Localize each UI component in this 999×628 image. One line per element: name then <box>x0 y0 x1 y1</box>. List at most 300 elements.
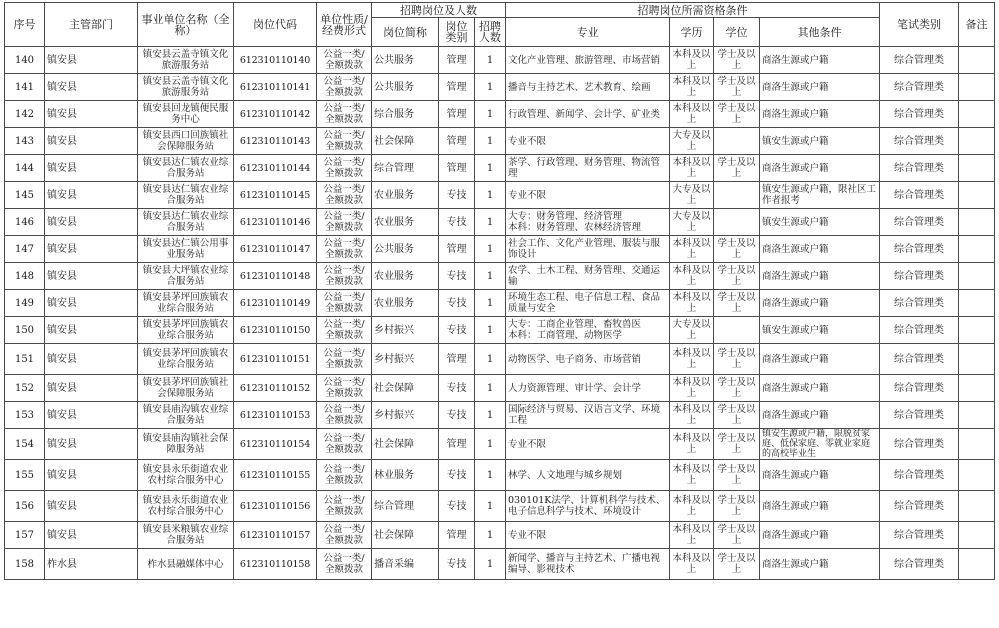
cell-exam: 综合管理类 <box>880 375 959 402</box>
cell-post-type: 专技 <box>439 182 475 209</box>
cell-code: 612310110155 <box>234 460 317 491</box>
cell-post-type: 管理 <box>439 101 475 128</box>
cell-major: 030101K法学、计算机科学与技术、电子信息科学与技术、环境设计 <box>506 491 670 522</box>
cell-count: 1 <box>475 128 506 155</box>
cell-remark <box>959 155 995 182</box>
cell-nature: 公益一类/全额拨款 <box>317 491 372 522</box>
table-row <box>5 155 995 182</box>
cell-post-name: 乡村振兴 <box>372 344 439 375</box>
cell-major: 茶学、行政管理、财务管理、物流管理 <box>506 155 670 182</box>
cell-code: 612310110156 <box>234 491 317 522</box>
cell-dept: 镇安县 <box>45 263 138 290</box>
cell-edu: 本科及以上 <box>670 429 714 460</box>
cell-code: 612310110144 <box>234 155 317 182</box>
cell-exam: 综合管理类 <box>880 429 959 460</box>
cell-nature: 公益一类/全额拨款 <box>317 236 372 263</box>
cell-unit: 镇安县茅坪回族镇社会保障服务站 <box>138 375 234 402</box>
cell-dept: 镇安县 <box>45 290 138 317</box>
cell-code: 612310110142 <box>234 101 317 128</box>
cell-remark <box>959 290 995 317</box>
cell-degree: 学士及以上 <box>714 429 760 460</box>
cell-post-name: 播音采编 <box>372 549 439 580</box>
header-remark: 备注 <box>959 3 995 47</box>
table-row <box>5 74 995 101</box>
cell-post-name: 乡村振兴 <box>372 402 439 429</box>
header-unit: 事业单位名称（全称） <box>138 3 234 47</box>
cell-exam: 综合管理类 <box>880 182 959 209</box>
header-post-name: 岗位简称 <box>372 18 439 47</box>
cell-dept: 镇安县 <box>45 402 138 429</box>
cell-nature: 公益一类/全额拨款 <box>317 549 372 580</box>
cell-post-name: 林业服务 <box>372 460 439 491</box>
cell-dept: 镇安县 <box>45 460 138 491</box>
cell-nature: 公益一类/全额拨款 <box>317 375 372 402</box>
cell-seq: 155 <box>5 460 45 491</box>
cell-dept: 镇安县 <box>45 236 138 263</box>
cell-edu: 本科及以上 <box>670 47 714 74</box>
cell-other: 镇安生源或户籍，限社区工作者报考 <box>760 182 880 209</box>
table-row <box>5 290 995 317</box>
cell-count: 1 <box>475 263 506 290</box>
table-row <box>5 344 995 375</box>
cell-degree: 学士及以上 <box>714 101 760 128</box>
cell-seq: 143 <box>5 128 45 155</box>
cell-nature: 公益一类/全额拨款 <box>317 128 372 155</box>
cell-post-type: 管理 <box>439 236 475 263</box>
cell-nature: 公益一类/全额拨款 <box>317 101 372 128</box>
cell-post-name: 乡村振兴 <box>372 317 439 344</box>
cell-seq: 149 <box>5 290 45 317</box>
cell-other: 商洛生源或户籍 <box>760 344 880 375</box>
cell-code: 612310110148 <box>234 263 317 290</box>
table-row <box>5 182 995 209</box>
cell-nature: 公益一类/全额拨款 <box>317 182 372 209</box>
cell-seq: 151 <box>5 344 45 375</box>
cell-post-type: 专技 <box>439 209 475 236</box>
cell-count: 1 <box>475 375 506 402</box>
cell-post-name: 农业服务 <box>372 290 439 317</box>
cell-dept: 镇安县 <box>45 182 138 209</box>
cell-unit: 镇安县云盖寺镇文化旅游服务站 <box>138 47 234 74</box>
table-row <box>5 236 995 263</box>
cell-degree: 学士及以上 <box>714 236 760 263</box>
header-other: 其他条件 <box>760 18 880 47</box>
cell-count: 1 <box>475 101 506 128</box>
recruitment-table <box>4 2 995 580</box>
cell-seq: 140 <box>5 47 45 74</box>
table-row <box>5 460 995 491</box>
cell-post-type: 专技 <box>439 375 475 402</box>
cell-dept: 镇安县 <box>45 429 138 460</box>
cell-degree: 学士及以上 <box>714 263 760 290</box>
cell-exam: 综合管理类 <box>880 47 959 74</box>
table-row <box>5 209 995 236</box>
cell-code: 612310110151 <box>234 344 317 375</box>
cell-count: 1 <box>475 429 506 460</box>
cell-edu: 本科及以上 <box>670 155 714 182</box>
cell-seq: 142 <box>5 101 45 128</box>
table-row <box>5 549 995 580</box>
cell-degree: 学士及以上 <box>714 491 760 522</box>
cell-dept: 镇安县 <box>45 128 138 155</box>
cell-major: 专业不限 <box>506 522 670 549</box>
cell-major: 新闻学、播音与主持艺术、广播电视编导、影视技术 <box>506 549 670 580</box>
header-post-type: 岗位类别 <box>439 18 475 47</box>
cell-degree <box>714 317 760 344</box>
cell-other: 商洛生源或户籍 <box>760 460 880 491</box>
cell-edu: 本科及以上 <box>670 101 714 128</box>
cell-other: 镇安生源或户籍，限脱贫家庭、低保家庭、零就业家庭的高校毕业生 <box>760 429 880 460</box>
cell-dept: 镇安县 <box>45 209 138 236</box>
cell-seq: 153 <box>5 402 45 429</box>
cell-other: 商洛生源或户籍 <box>760 101 880 128</box>
cell-major: 环境生态工程、电子信息工程、食品质量与安全 <box>506 290 670 317</box>
cell-degree: 学士及以上 <box>714 290 760 317</box>
cell-other: 商洛生源或户籍 <box>760 522 880 549</box>
cell-post-type: 管理 <box>439 128 475 155</box>
cell-exam: 综合管理类 <box>880 290 959 317</box>
cell-major: 文化产业管理、旅游管理、市场营销 <box>506 47 670 74</box>
cell-exam: 综合管理类 <box>880 549 959 580</box>
cell-edu: 大专及以上 <box>670 317 714 344</box>
cell-post-type: 专技 <box>439 460 475 491</box>
cell-exam: 综合管理类 <box>880 491 959 522</box>
cell-degree: 学士及以上 <box>714 375 760 402</box>
cell-dept: 柞水县 <box>45 549 138 580</box>
cell-remark <box>959 182 995 209</box>
cell-count: 1 <box>475 155 506 182</box>
cell-major: 播音与主持艺术、艺术教育、绘画 <box>506 74 670 101</box>
cell-remark <box>959 128 995 155</box>
cell-exam: 综合管理类 <box>880 263 959 290</box>
cell-exam: 综合管理类 <box>880 317 959 344</box>
cell-nature: 公益一类/全额拨款 <box>317 263 372 290</box>
cell-code: 612310110150 <box>234 317 317 344</box>
cell-degree: 学士及以上 <box>714 402 760 429</box>
cell-major: 人力资源管理、审计学、会计学 <box>506 375 670 402</box>
cell-remark <box>959 375 995 402</box>
cell-post-type: 管理 <box>439 47 475 74</box>
cell-post-name: 公共服务 <box>372 236 439 263</box>
cell-other: 镇安生源或户籍 <box>760 209 880 236</box>
cell-seq: 158 <box>5 549 45 580</box>
cell-unit: 镇安县庙沟镇农业综合服务站 <box>138 402 234 429</box>
cell-edu: 本科及以上 <box>670 236 714 263</box>
cell-unit: 镇安县达仁镇公用事业服务站 <box>138 236 234 263</box>
cell-degree <box>714 182 760 209</box>
cell-remark <box>959 236 995 263</box>
cell-other: 商洛生源或户籍 <box>760 290 880 317</box>
table-row <box>5 47 995 74</box>
cell-seq: 150 <box>5 317 45 344</box>
cell-post-name: 综合管理 <box>372 491 439 522</box>
cell-code: 612310110154 <box>234 429 317 460</box>
cell-dept: 镇安县 <box>45 344 138 375</box>
cell-dept: 镇安县 <box>45 101 138 128</box>
cell-edu: 大专及以上 <box>670 182 714 209</box>
cell-seq: 148 <box>5 263 45 290</box>
cell-nature: 公益一类/全额拨款 <box>317 74 372 101</box>
cell-count: 1 <box>475 344 506 375</box>
cell-edu: 本科及以上 <box>670 74 714 101</box>
cell-remark <box>959 429 995 460</box>
cell-edu: 大专及以上 <box>670 209 714 236</box>
cell-post-type: 管理 <box>439 74 475 101</box>
cell-unit: 镇安县达仁镇农业综合服务站 <box>138 209 234 236</box>
cell-exam: 综合管理类 <box>880 209 959 236</box>
cell-dept: 镇安县 <box>45 317 138 344</box>
cell-code: 612310110153 <box>234 402 317 429</box>
cell-code: 612310110141 <box>234 74 317 101</box>
cell-unit: 镇安县茅坪回族镇农业综合服务站 <box>138 290 234 317</box>
cell-dept: 镇安县 <box>45 155 138 182</box>
cell-code: 612310110157 <box>234 522 317 549</box>
cell-count: 1 <box>475 522 506 549</box>
header-major: 专业 <box>506 18 670 47</box>
cell-unit: 镇安县回龙镇便民服务中心 <box>138 101 234 128</box>
header-edu: 学历 <box>670 18 714 47</box>
cell-edu: 本科及以上 <box>670 522 714 549</box>
cell-code: 612310110145 <box>234 182 317 209</box>
cell-count: 1 <box>475 460 506 491</box>
cell-remark <box>959 74 995 101</box>
cell-seq: 145 <box>5 182 45 209</box>
cell-other: 镇安生源或户籍 <box>760 128 880 155</box>
cell-dept: 镇安县 <box>45 375 138 402</box>
table-row <box>5 402 995 429</box>
cell-post-name: 农业服务 <box>372 182 439 209</box>
cell-post-type: 专技 <box>439 549 475 580</box>
cell-degree <box>714 209 760 236</box>
cell-other: 商洛生源或户籍 <box>760 47 880 74</box>
cell-count: 1 <box>475 209 506 236</box>
cell-exam: 综合管理类 <box>880 74 959 101</box>
cell-seq: 141 <box>5 74 45 101</box>
table-row <box>5 429 995 460</box>
cell-edu: 本科及以上 <box>670 375 714 402</box>
cell-unit: 柞水县融媒体中心 <box>138 549 234 580</box>
cell-major: 农学、土木工程、财务管理、交通运输 <box>506 263 670 290</box>
header-code: 岗位代码 <box>234 3 317 47</box>
cell-nature: 公益一类/全额拨款 <box>317 155 372 182</box>
header-dept: 主管部门 <box>45 3 138 47</box>
cell-count: 1 <box>475 549 506 580</box>
cell-nature: 公益一类/全额拨款 <box>317 429 372 460</box>
cell-exam: 综合管理类 <box>880 522 959 549</box>
table-row <box>5 375 995 402</box>
cell-remark <box>959 491 995 522</box>
cell-degree: 学士及以上 <box>714 522 760 549</box>
cell-major: 动物医学、电子商务、市场营销 <box>506 344 670 375</box>
cell-nature: 公益一类/全额拨款 <box>317 47 372 74</box>
cell-major: 国际经济与贸易、汉语言文学、环境工程 <box>506 402 670 429</box>
cell-post-name: 农业服务 <box>372 263 439 290</box>
cell-nature: 公益一类/全额拨款 <box>317 344 372 375</box>
cell-remark <box>959 522 995 549</box>
cell-major: 大专：工商企业管理、畜牧兽医 本科：工商管理、动物医学 <box>506 317 670 344</box>
cell-major: 专业不限 <box>506 128 670 155</box>
cell-edu: 本科及以上 <box>670 290 714 317</box>
header-count: 招聘人数 <box>475 18 506 47</box>
header-degree: 学位 <box>714 18 760 47</box>
cell-exam: 综合管理类 <box>880 128 959 155</box>
cell-degree <box>714 128 760 155</box>
cell-edu: 本科及以上 <box>670 263 714 290</box>
cell-dept: 镇安县 <box>45 491 138 522</box>
cell-post-type: 专技 <box>439 402 475 429</box>
cell-post-type: 专技 <box>439 290 475 317</box>
cell-other: 商洛生源或户籍 <box>760 263 880 290</box>
header-group-post: 招聘岗位及人数 <box>372 3 506 18</box>
cell-unit: 镇安县米粮镇农业综合服务站 <box>138 522 234 549</box>
cell-major: 专业不限 <box>506 182 670 209</box>
cell-dept: 镇安县 <box>45 74 138 101</box>
cell-edu: 本科及以上 <box>670 460 714 491</box>
cell-code: 612310110158 <box>234 549 317 580</box>
cell-exam: 综合管理类 <box>880 101 959 128</box>
cell-post-type: 管理 <box>439 155 475 182</box>
cell-seq: 157 <box>5 522 45 549</box>
cell-other: 镇安生源或户籍 <box>760 317 880 344</box>
cell-seq: 152 <box>5 375 45 402</box>
cell-exam: 综合管理类 <box>880 460 959 491</box>
cell-count: 1 <box>475 317 506 344</box>
cell-post-type: 专技 <box>439 263 475 290</box>
cell-post-type: 专技 <box>439 491 475 522</box>
cell-degree: 学士及以上 <box>714 460 760 491</box>
cell-other: 商洛生源或户籍 <box>760 549 880 580</box>
cell-nature: 公益一类/全额拨款 <box>317 290 372 317</box>
recruitment-table-sheet <box>4 2 994 624</box>
cell-count: 1 <box>475 290 506 317</box>
cell-post-name: 公共服务 <box>372 47 439 74</box>
cell-other: 商洛生源或户籍 <box>760 375 880 402</box>
cell-other: 商洛生源或户籍 <box>760 236 880 263</box>
cell-post-type: 专技 <box>439 317 475 344</box>
cell-post-name: 综合服务 <box>372 101 439 128</box>
cell-post-name: 社会保障 <box>372 429 439 460</box>
cell-code: 612310110143 <box>234 128 317 155</box>
cell-remark <box>959 209 995 236</box>
cell-unit: 镇安县庙沟镇社会保障服务站 <box>138 429 234 460</box>
cell-post-type: 管理 <box>439 344 475 375</box>
cell-seq: 147 <box>5 236 45 263</box>
cell-exam: 综合管理类 <box>880 155 959 182</box>
table-body <box>5 47 995 580</box>
cell-code: 612310110147 <box>234 236 317 263</box>
cell-post-type: 管理 <box>439 522 475 549</box>
cell-seq: 156 <box>5 491 45 522</box>
cell-post-name: 社会保障 <box>372 522 439 549</box>
cell-count: 1 <box>475 74 506 101</box>
cell-post-name: 综合管理 <box>372 155 439 182</box>
cell-unit: 镇安县达仁镇农业综合服务站 <box>138 182 234 209</box>
cell-major: 社会工作、文化产业管理、服装与服饰设计 <box>506 236 670 263</box>
cell-edu: 本科及以上 <box>670 549 714 580</box>
header-exam: 笔试类别 <box>880 3 959 47</box>
cell-edu: 本科及以上 <box>670 402 714 429</box>
cell-remark <box>959 402 995 429</box>
cell-degree: 学士及以上 <box>714 549 760 580</box>
header-nature: 单位性质/经费形式 <box>317 3 372 47</box>
cell-nature: 公益一类/全额拨款 <box>317 209 372 236</box>
cell-edu: 本科及以上 <box>670 491 714 522</box>
cell-exam: 综合管理类 <box>880 402 959 429</box>
cell-post-name: 社会保障 <box>372 128 439 155</box>
cell-major: 林学、人文地理与城乡规划 <box>506 460 670 491</box>
cell-count: 1 <box>475 402 506 429</box>
header-group-conditions: 招聘岗位所需资格条件 <box>506 3 880 18</box>
cell-post-name: 社会保障 <box>372 375 439 402</box>
cell-count: 1 <box>475 236 506 263</box>
cell-major: 大专：财务管理、经济管理 本科：财务管理、农林经济管理 <box>506 209 670 236</box>
cell-remark <box>959 460 995 491</box>
cell-post-type: 管理 <box>439 429 475 460</box>
cell-post-name: 农业服务 <box>372 209 439 236</box>
cell-count: 1 <box>475 491 506 522</box>
cell-remark <box>959 47 995 74</box>
cell-remark <box>959 344 995 375</box>
cell-remark <box>959 549 995 580</box>
table-row <box>5 128 995 155</box>
cell-unit: 镇安县西口回族镇社会保障服务站 <box>138 128 234 155</box>
cell-unit: 镇安县达仁镇农业综合服务站 <box>138 155 234 182</box>
cell-exam: 综合管理类 <box>880 236 959 263</box>
cell-code: 612310110140 <box>234 47 317 74</box>
cell-dept: 镇安县 <box>45 522 138 549</box>
table-row <box>5 263 995 290</box>
cell-count: 1 <box>475 182 506 209</box>
cell-major: 专业不限 <box>506 429 670 460</box>
cell-degree: 学士及以上 <box>714 344 760 375</box>
cell-unit: 镇安县大坪镇农业综合服务站 <box>138 263 234 290</box>
cell-code: 612310110149 <box>234 290 317 317</box>
cell-remark <box>959 317 995 344</box>
cell-code: 612310110152 <box>234 375 317 402</box>
cell-nature: 公益一类/全额拨款 <box>317 522 372 549</box>
cell-exam: 综合管理类 <box>880 344 959 375</box>
cell-unit: 镇安县茅坪回族镇农业综合服务站 <box>138 317 234 344</box>
cell-count: 1 <box>475 47 506 74</box>
cell-seq: 146 <box>5 209 45 236</box>
cell-edu: 本科及以上 <box>670 344 714 375</box>
table-row <box>5 101 995 128</box>
cell-unit: 镇安县永乐街道农业农村综合服务中心 <box>138 460 234 491</box>
cell-edu: 大专及以上 <box>670 128 714 155</box>
header-row-1 <box>5 3 995 18</box>
cell-degree: 学士及以上 <box>714 47 760 74</box>
cell-seq: 144 <box>5 155 45 182</box>
cell-unit: 镇安县云盖寺镇文化旅游服务站 <box>138 74 234 101</box>
cell-unit: 镇安县茅坪回族镇农业综合服务站 <box>138 344 234 375</box>
cell-nature: 公益一类/全额拨款 <box>317 317 372 344</box>
cell-degree: 学士及以上 <box>714 74 760 101</box>
cell-unit: 镇安县永乐街道农业农村综合服务中心 <box>138 491 234 522</box>
cell-other: 商洛生源或户籍 <box>760 491 880 522</box>
table-row <box>5 491 995 522</box>
cell-remark <box>959 101 995 128</box>
cell-other: 商洛生源或户籍 <box>760 402 880 429</box>
cell-degree: 学士及以上 <box>714 155 760 182</box>
cell-seq: 154 <box>5 429 45 460</box>
cell-other: 商洛生源或户籍 <box>760 155 880 182</box>
cell-nature: 公益一类/全额拨款 <box>317 460 372 491</box>
cell-code: 612310110146 <box>234 209 317 236</box>
cell-dept: 镇安县 <box>45 47 138 74</box>
table-row <box>5 317 995 344</box>
cell-post-name: 公共服务 <box>372 74 439 101</box>
cell-remark <box>959 263 995 290</box>
